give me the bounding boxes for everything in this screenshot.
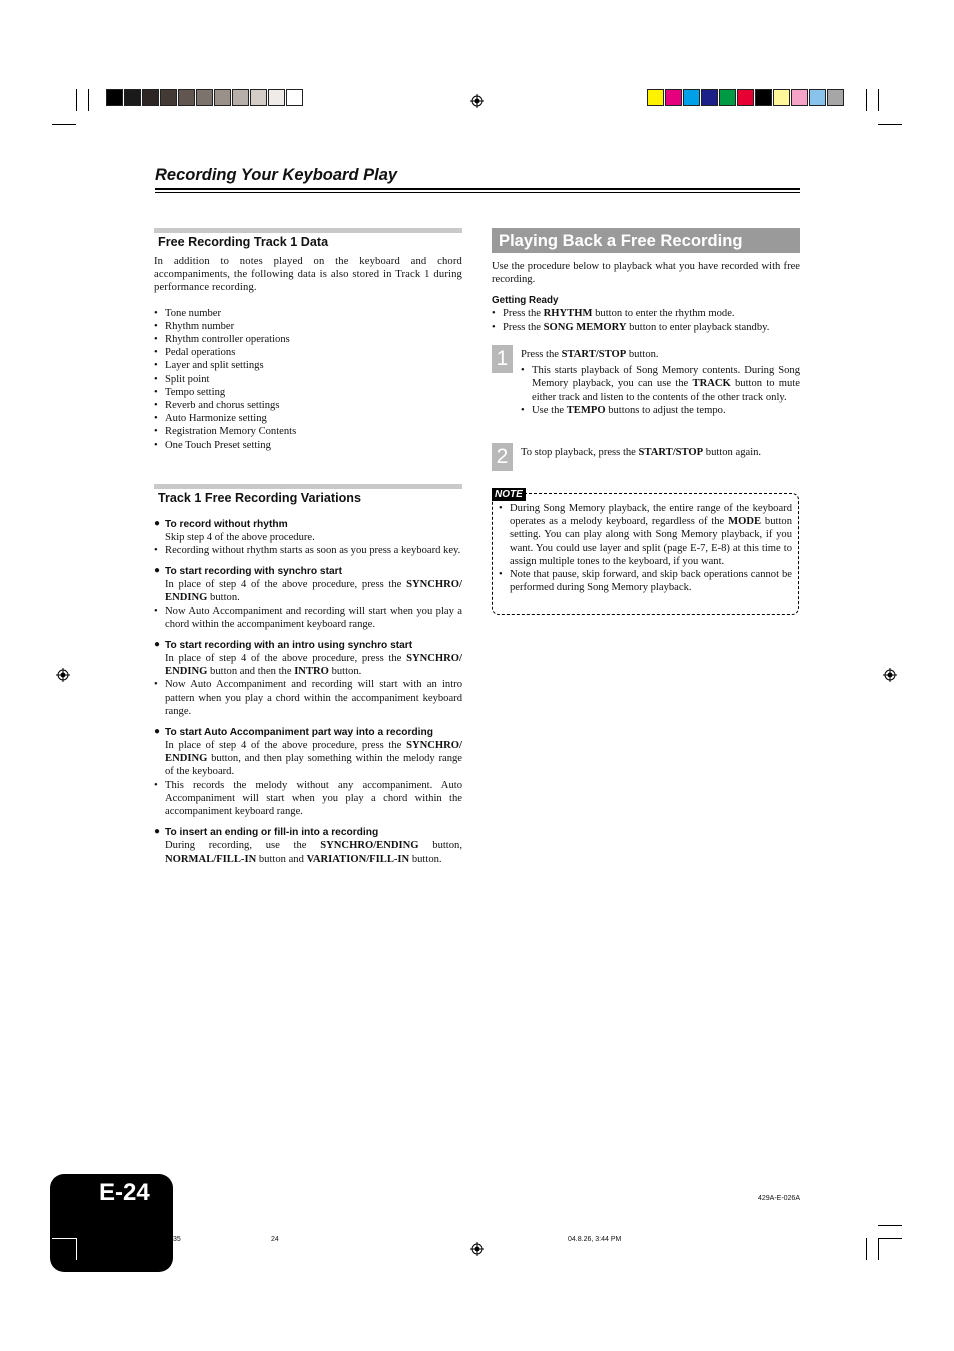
variation-heading: ● To record without rhythm xyxy=(154,518,462,531)
registration-mark-icon xyxy=(470,94,484,108)
color-calibration-bar xyxy=(647,89,845,106)
list-item: • Split point xyxy=(154,373,462,386)
variation-heading: ● To start recording with synchro start xyxy=(154,565,462,578)
step-number-badge: 1 xyxy=(492,345,513,373)
variation-item xyxy=(154,518,462,557)
variation-heading: ● To insert an ending or fill-in into a recording xyxy=(154,826,462,839)
step-text: Press the START/STOP button. • This starts playback of Song Memory contents. During Song Memory playback, you can use the TRACK button to mute either track and listen to the contents of the other track only. • Use the TEMPO buttons to adjust the tempo. xyxy=(521,348,800,417)
color-swatch xyxy=(142,89,159,106)
color-swatch xyxy=(809,89,826,106)
color-swatch xyxy=(701,89,718,106)
footer-datetime: 04.8.26, 3:44 PM xyxy=(568,1236,622,1243)
section-heading-bar xyxy=(154,228,462,233)
registration-mark-icon xyxy=(883,668,897,682)
color-swatch xyxy=(268,89,285,106)
list-item: • Auto Harmonize setting xyxy=(154,412,462,425)
list-item: • Registration Memory Contents xyxy=(154,425,462,438)
paragraph: In place of step 4 of the above procedure, press the SYNCHRO/ ENDING button. xyxy=(165,579,462,604)
variation-item xyxy=(154,565,462,631)
header-rule-thin xyxy=(155,192,800,193)
list-item: • Press the RHYTHM button to enter the rhythm mode. xyxy=(492,307,800,320)
chapter-heading: Playing Back a Free Recording xyxy=(492,228,800,253)
crop-mark xyxy=(878,1238,902,1239)
crop-mark xyxy=(52,124,76,125)
bullet-list xyxy=(154,605,462,631)
variation-item xyxy=(154,639,462,718)
bullet-list xyxy=(154,779,462,819)
list-item: • This starts playback of Song Memory contents. During Song Memory playback, you can use the TRACK button to mute either track and listen to the contents of the other track only. xyxy=(521,364,800,404)
crop-mark xyxy=(866,1238,867,1260)
crop-mark xyxy=(88,89,89,111)
bullet-list xyxy=(521,364,800,417)
section-heading-bar xyxy=(154,484,462,489)
crop-mark xyxy=(878,124,902,125)
color-swatch xyxy=(773,89,790,106)
bullet-list xyxy=(492,307,800,333)
list-item: • Rhythm number xyxy=(154,320,462,333)
list-item: • Use the TEMPO buttons to adjust the tempo. xyxy=(521,404,800,417)
paragraph: During recording, use the SYNCHRO/ENDING button, NORMAL/FILL-IN button and VARIATION/FILL-IN button. xyxy=(165,840,462,865)
bullet-list xyxy=(154,678,462,718)
crop-mark xyxy=(878,89,879,111)
color-swatch xyxy=(106,89,123,106)
footer-left-num: 35 xyxy=(173,1236,181,1243)
color-swatch xyxy=(827,89,844,106)
color-swatch xyxy=(232,89,249,106)
list-item: • One Touch Preset setting xyxy=(154,439,462,452)
variation-item xyxy=(154,826,462,865)
note-label: NOTE xyxy=(492,488,526,501)
list-item: • Press the SONG MEMORY button to enter playback standby. xyxy=(492,321,800,334)
color-swatch xyxy=(178,89,195,106)
page-tab-crop-h xyxy=(52,1238,76,1239)
page-tab-crop-v xyxy=(76,1238,77,1260)
color-swatch xyxy=(683,89,700,106)
subheading: Getting Ready xyxy=(492,295,559,307)
crop-mark xyxy=(866,89,867,111)
bullet-list xyxy=(154,544,462,557)
color-swatch xyxy=(214,89,231,106)
section-heading: Free Recording Track 1 Data xyxy=(158,235,329,249)
color-swatch xyxy=(791,89,808,106)
list-item: • Pedal operations xyxy=(154,346,462,359)
color-swatch xyxy=(286,89,303,106)
page-number: E-24 xyxy=(99,1179,150,1206)
crop-mark xyxy=(878,1238,879,1260)
list-item: • This records the melody without any accompaniment. Auto Accompaniment will start when you play a chord within the accompaniment keyboard range. xyxy=(154,779,462,819)
paragraph: In addition to notes played on the keyboard and chord accompaniments, the following data is also stored in Track 1 during performance recording. xyxy=(154,256,462,294)
variation-heading: ● To start Auto Accompaniment part way into a recording xyxy=(154,726,462,739)
color-swatch xyxy=(665,89,682,106)
paragraph: In place of step 4 of the above procedure, press the SYNCHRO/ ENDING button, and then play something within the melody range of the keyboard. xyxy=(165,740,462,778)
list-item: • During Song Memory playback, the entire range of the keyboard operates as a melody keyboard, regardless of the MODE button setting. You can play along with Song Memory playback, if you want. You could use layer and split (page E-7, E-8) at this time to assign multiple tones to the keyboard, if you want. xyxy=(499,502,792,568)
paragraph: Use the procedure below to playback what you have recorded with free recording. xyxy=(492,261,800,286)
registration-mark-icon xyxy=(56,668,70,682)
list-item: • Layer and split settings xyxy=(154,359,462,372)
list-item: • Now Auto Accompaniment and recording will start with an intro pattern when you play a chord within the accompaniment keyboard range. xyxy=(154,678,462,718)
list-item: • Rhythm controller operations xyxy=(154,333,462,346)
paragraph: In place of step 4 of the above procedure, press the SYNCHRO/ ENDING button and then the INTRO button. xyxy=(165,653,462,678)
variation-item xyxy=(154,726,462,818)
bullet-list xyxy=(499,502,792,594)
color-swatch xyxy=(755,89,772,106)
step-text: To stop playback, press the START/STOP button again. xyxy=(521,447,762,458)
registration-mark-icon xyxy=(470,1242,484,1256)
list-item: • Tone number xyxy=(154,307,462,320)
step-number-badge: 2 xyxy=(492,443,513,471)
document-code: 429A-E-026A xyxy=(757,1195,800,1202)
color-swatch xyxy=(196,89,213,106)
section-title: Recording Your Keyboard Play xyxy=(155,166,398,184)
list-item: • Tempo setting xyxy=(154,386,462,399)
crop-mark xyxy=(878,1225,902,1226)
list-item: • Now Auto Accompaniment and recording will start when you play a chord within the accompaniment keyboard range. xyxy=(154,605,462,631)
grayscale-calibration-bar xyxy=(106,89,304,106)
right-column xyxy=(492,228,800,334)
paragraph: Skip step 4 of the above procedure. xyxy=(165,531,315,543)
color-swatch xyxy=(124,89,141,106)
note-content xyxy=(499,502,792,594)
color-swatch xyxy=(647,89,664,106)
data-list xyxy=(154,307,462,452)
left-column xyxy=(154,228,462,874)
footer-page-num: 24 xyxy=(271,1236,279,1243)
color-swatch xyxy=(719,89,736,106)
section-heading: Track 1 Free Recording Variations xyxy=(158,490,361,505)
list-item: • Note that pause, skip forward, and skip back operations cannot be performed during Song Memory playback. xyxy=(499,568,792,594)
crop-mark xyxy=(76,89,77,111)
list-item: • Recording without rhythm starts as soon as you press a keyboard key. xyxy=(154,544,462,557)
color-swatch xyxy=(250,89,267,106)
color-swatch xyxy=(160,89,177,106)
header-rule xyxy=(155,188,800,190)
variation-heading: ● To start recording with an intro using synchro start xyxy=(154,639,462,652)
color-swatch xyxy=(737,89,754,106)
list-item: • Reverb and chorus settings xyxy=(154,399,462,412)
